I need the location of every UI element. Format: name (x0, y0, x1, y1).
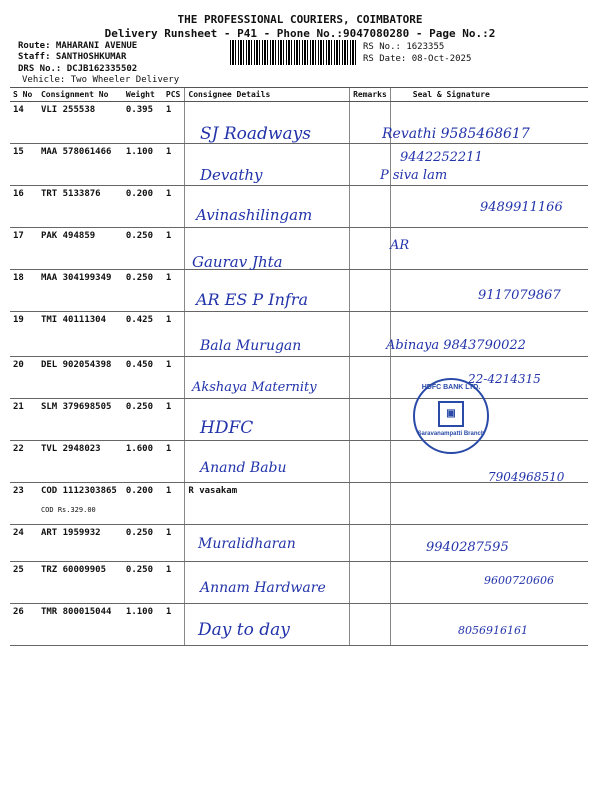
row-sno: 17 (10, 228, 38, 270)
handwritten-signature: 9117079867 (478, 288, 561, 303)
row-pcs: 1 (163, 144, 185, 186)
row-weight: 0.425 (123, 312, 163, 357)
rs-date: RS Date: 08-Oct-2025 (363, 54, 472, 64)
handwritten-signature: 9940287595 (426, 540, 509, 555)
drs-label: DRS No.: DCJB162335502 (18, 64, 138, 74)
handwritten-signature: AR (390, 238, 410, 253)
runsheet-subtitle: Delivery Runsheet - P41 - Phone No.:9047080280 - Page No.:2 (104, 27, 496, 40)
row-weight: 0.395 (123, 102, 163, 144)
row-sno: 26 (10, 604, 38, 646)
row-sno: 16 (10, 186, 38, 228)
table-row (10, 228, 588, 270)
handwritten-signature: 9489911166 (480, 200, 563, 215)
col-weight: Weight (123, 88, 163, 102)
handwritten-name: AR ES P Infra (196, 290, 308, 309)
handwritten-name: Devathy (200, 166, 263, 184)
bank-stamp (413, 378, 489, 454)
row-consignment: TMI 40111304 (38, 312, 123, 357)
stamp-branch: Saravanampatti Branch (417, 431, 485, 437)
col-pcs: PCS (163, 88, 185, 102)
row-sno: 23 (10, 483, 38, 525)
row-sno: 19 (10, 312, 38, 357)
row-weight: 0.250 (123, 270, 163, 312)
handwritten-name: SJ Roadways (200, 124, 311, 144)
handwritten-name: Anand Babu (200, 460, 287, 476)
row-remarks (350, 441, 391, 483)
row-pcs: 1 (163, 399, 185, 441)
col-consignee: Consignee Details (185, 88, 350, 102)
row-consignment: TVL 2948023 (38, 441, 123, 483)
row-remarks (350, 312, 391, 357)
row-pcs: 1 (163, 312, 185, 357)
row-remarks (350, 604, 391, 646)
row-consignment: MAA 578061466 (38, 144, 123, 186)
handwritten-signature: Revathi 9585468617 (382, 126, 530, 142)
row-sno: 15 (10, 144, 38, 186)
row-sno: 24 (10, 525, 38, 562)
row-pcs: 1 (163, 228, 185, 270)
row-weight: 0.200 (123, 186, 163, 228)
col-signature: Seal & Signature (390, 88, 588, 102)
row-pcs: 1 (163, 483, 185, 525)
handwritten-name: Akshaya Maternity (192, 380, 317, 395)
row-consignment: PAK 494859 (38, 228, 123, 270)
row-pcs: 1 (163, 102, 185, 144)
table-header-row (10, 88, 588, 102)
handwritten-name: Avinashilingam (196, 206, 313, 224)
row-remarks (350, 270, 391, 312)
handwritten-signature: 9442252211 (400, 150, 483, 165)
row-pcs: 1 (163, 604, 185, 646)
rs-number: RS No.: 1623355 (363, 42, 445, 52)
row-pcs: 1 (163, 441, 185, 483)
row-consignment: SLM 379698505 (38, 399, 123, 441)
col-sno: S No (10, 88, 38, 102)
row-weight: 0.250 (123, 228, 163, 270)
row-pcs: 1 (163, 270, 185, 312)
row-remarks (350, 399, 391, 441)
col-remarks: Remarks (350, 88, 391, 102)
row-consignment: TRZ 60009905 (38, 562, 123, 604)
stamp-text: HDFC BANK LTD. (421, 384, 481, 391)
company-title: THE PROFESSIONAL COURIERS, COIMBATORE (177, 13, 423, 26)
row-weight: 1.100 (123, 604, 163, 646)
row-weight: 0.250 (123, 562, 163, 604)
handwritten-name: Day to day (198, 620, 290, 640)
row-pcs: 1 (163, 562, 185, 604)
staff-label: Staff: SANTHOSHKUMAR (18, 52, 127, 62)
barcode (230, 40, 358, 65)
vehicle-label: Vehicle: Two Wheeler Delivery (22, 75, 180, 85)
table-row (10, 483, 588, 525)
row-remarks (350, 357, 391, 399)
row-consignment: TRT 5133876 (38, 186, 123, 228)
row-sno: 21 (10, 399, 38, 441)
handwritten-signature: P siva lam (380, 168, 448, 183)
row-consignment-no: COD 1112303865 (40, 486, 117, 496)
row-sno: 14 (10, 102, 38, 144)
row-signature (390, 228, 588, 270)
hdfc-logo-icon: ▣ (438, 401, 464, 427)
row-weight: 1.100 (123, 144, 163, 186)
row-weight: 0.450 (123, 357, 163, 399)
row-consignment: TMR 800015044 (38, 604, 123, 646)
handwritten-name: HDFC (200, 418, 254, 438)
row-pcs: 1 (163, 525, 185, 562)
table-row (10, 399, 588, 441)
row-consignment: ART 1959932 (38, 525, 123, 562)
cod-amount: COD Rs.329.00 (40, 506, 96, 514)
handwritten-name: Bala Murugan (200, 338, 302, 354)
row-remarks (350, 483, 391, 525)
row-remarks (350, 186, 391, 228)
row-pcs: 1 (163, 186, 185, 228)
row-sno: 18 (10, 270, 38, 312)
handwritten-signature: 7904968510 (488, 470, 565, 484)
row-remarks (350, 562, 391, 604)
row-weight: 1.600 (123, 441, 163, 483)
handwritten-signature: 22-4214315 (468, 372, 541, 386)
handwritten-name: Muralidharan (198, 536, 296, 552)
row-consignment: MAA 304199349 (38, 270, 123, 312)
handwritten-name: Annam Hardware (200, 580, 326, 596)
row-consignment (38, 483, 123, 525)
row-consignee: R vasakam (185, 483, 350, 525)
row-remarks (350, 228, 391, 270)
row-weight: 0.250 (123, 525, 163, 562)
runsheet-table (10, 87, 588, 646)
row-consignment: DEL 902054398 (38, 357, 123, 399)
row-weight: 0.200 (123, 483, 163, 525)
handwritten-signature: 8056916161 (458, 624, 528, 637)
handwritten-name: Gaurav Jhta (192, 253, 283, 271)
table-row (10, 144, 588, 186)
row-sno: 22 (10, 441, 38, 483)
row-sno: 20 (10, 357, 38, 399)
row-consignment: VLI 255538 (38, 102, 123, 144)
row-weight: 0.250 (123, 399, 163, 441)
row-pcs: 1 (163, 357, 185, 399)
route-label: Route: MAHARANI AVENUE (18, 41, 138, 51)
handwritten-signature: 9600720606 (484, 574, 554, 587)
row-signature (390, 483, 588, 525)
handwritten-signature: Abinaya 9843790022 (386, 338, 526, 353)
row-sno: 25 (10, 562, 38, 604)
col-consignment: Consignment No (38, 88, 123, 102)
row-remarks (350, 525, 391, 562)
